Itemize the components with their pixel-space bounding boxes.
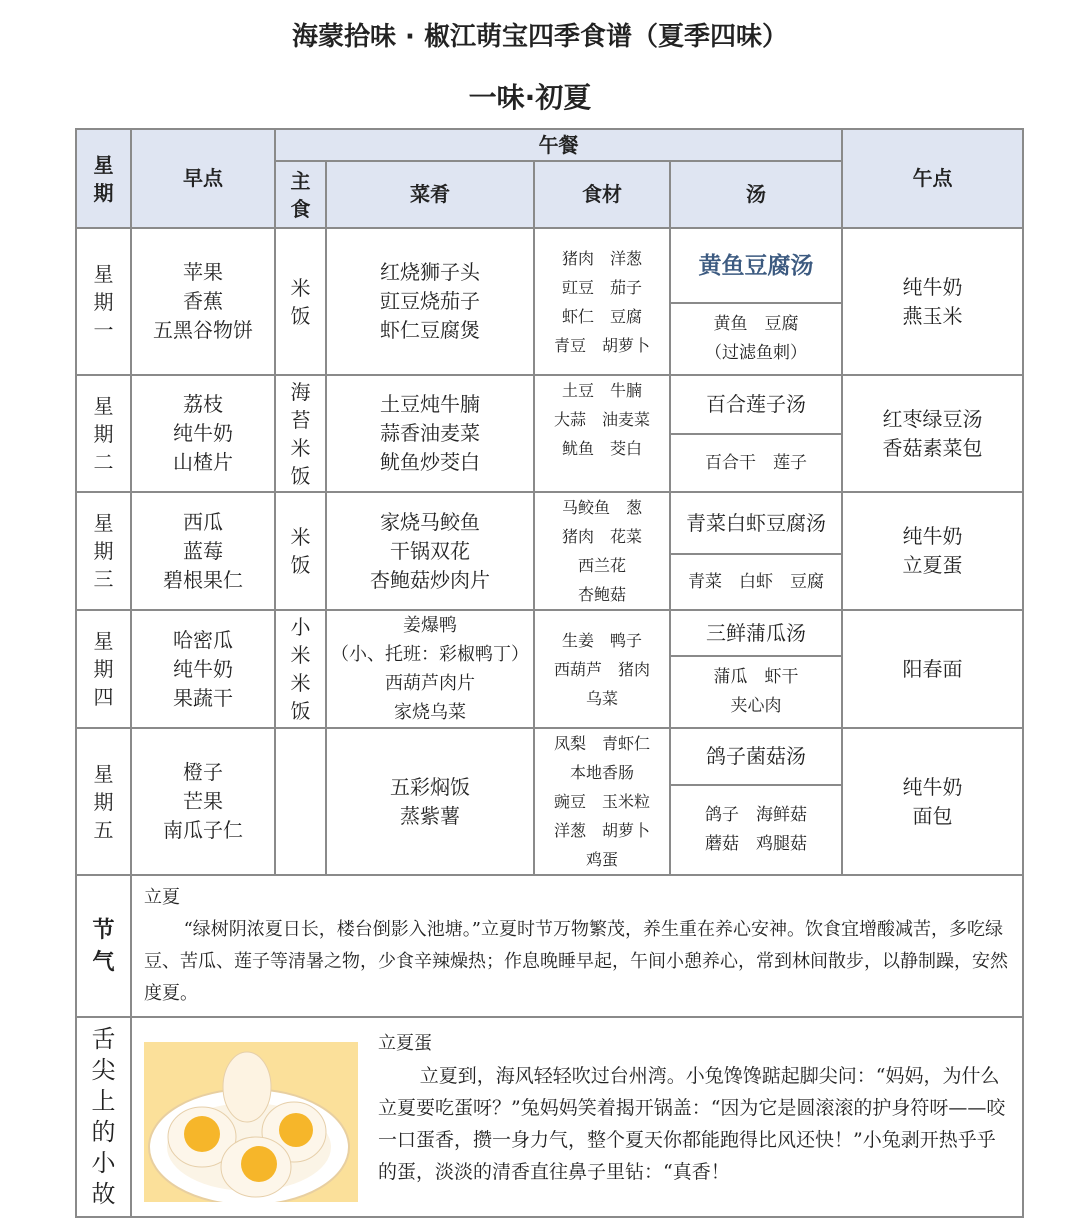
dishes-cell: 土豆炖牛腩 蒜香油麦菜 鱿鱼炒茭白 [326,375,534,492]
story-row [76,1017,1023,1217]
header-staple: 主 食 [275,161,326,228]
header-dishes: 菜肴 [326,161,534,228]
snack-cell: 红枣绿豆汤 香菇素菜包 [842,375,1023,492]
story-label: 舌 尖 上 的 小 故 [76,1017,131,1217]
weekday-cell: 星 期 四 [76,610,131,728]
header-weekday: 星 期 [76,129,131,228]
snack-cell: 纯牛奶 面包 [842,728,1023,875]
ingredients-cell: 土豆 牛腩 大蒜 油麦菜 鱿鱼 茭白 [534,375,670,492]
solar-term-text: “绿树阴浓夏日长，楼台倒影入池塘。”立夏时节万物繁茂，养生重在养心安神。饮食宜增酸减苦，多吃绿豆、苦瓜、莲子等清暑之物，少食辛辣燥热；作息晚睡早起，午间小憩养心，常到林间散步，以静制躁，安然度夏。 [144,919,1008,1004]
table-row [76,492,1023,554]
soup-ingredients-cell: 青菜 白虾 豆腐 [670,554,842,610]
weekday-cell: 星 期 一 [76,228,131,375]
menu-table [75,128,1024,1218]
table-row [76,228,1023,303]
soup-ingredients-cell: 百合干 莲子 [670,434,842,492]
breakfast-cell: 橙子 芒果 南瓜子仁 [131,728,275,875]
dishes-cell: 红烧狮子头 豇豆烧茄子 虾仁豆腐煲 [326,228,534,375]
table-row [76,728,1023,785]
ingredients-cell: 马鲛鱼 葱 猪肉 花菜 西兰花 杏鲍菇 [534,492,670,610]
header-ingredients: 食材 [534,161,670,228]
ingredients-cell: 凤梨 青虾仁 本地香肠 豌豆 玉米粒 洋葱 胡萝卜 鸡蛋 [534,728,670,875]
solar-term-heading: 立夏 [144,887,180,908]
snack-cell: 纯牛奶 燕玉米 [842,228,1023,375]
soup-name-cell: 三鲜蒲瓜汤 [670,610,842,656]
table-row [76,375,1023,434]
breakfast-cell: 苹果 香蕉 五黑谷物饼 [131,228,275,375]
soup-name-cell: 青菜白虾豆腐汤 [670,492,842,554]
breakfast-cell: 哈密瓜 纯牛奶 果蔬干 [131,610,275,728]
soup-name-cell: 黄鱼豆腐汤 [670,228,842,303]
dishes-cell: 姜爆鸭 （小、托班：彩椒鸭丁） 西葫芦肉片 家烧乌菜 [326,610,534,728]
dishes-cell: 五彩焖饭 蒸紫薯 [326,728,534,875]
staple-cell [275,728,326,875]
header-soup: 汤 [670,161,842,228]
ingredients-cell: 生姜 鸭子 西葫芦 猪肉 乌菜 [534,610,670,728]
solar-term-label: 节 气 [76,875,131,1017]
soup-ingredients-cell: 鸽子 海鲜菇 蘑菇 鸡腿菇 [670,785,842,875]
staple-cell: 小 米 米 饭 [275,610,326,728]
story-text: 立夏到，海风轻轻吹过台州湾。小兔馋馋踮起脚尖问：“妈妈，为什么立夏要吃蛋呀？”兔妈妈笑着揭开锅盖：“因为它是圆滚滚的护身符呀——咬一口蛋香，攒一身力气，整个夏天你都能跑得比风还快！”小兔剥开热乎乎的蛋，淡淡的清香直往鼻子里钻：“真香！ [378,1065,1006,1183]
story-heading: 立夏蛋 [378,1033,432,1054]
soup-ingredients-cell: 黄鱼 豆腐 （过滤鱼刺） [670,303,842,375]
solar-term-row [76,875,1023,1017]
soup-ingredients-cell: 蒲瓜 虾干 夹心肉 [670,656,842,728]
eggs-illustration [144,1042,358,1202]
soup-name-cell: 百合莲子汤 [670,375,842,434]
weekday-cell: 星 期 三 [76,492,131,610]
staple-cell: 米 饭 [275,228,326,375]
staple-cell: 米 饭 [275,492,326,610]
header-snack: 午点 [842,129,1023,228]
header-lunch: 午餐 [275,129,842,161]
weekday-cell: 星 期 五 [76,728,131,875]
ingredients-cell: 猪肉 洋葱 豇豆 茄子 虾仁 豆腐 青豆 胡萝卜 [534,228,670,375]
dishes-cell: 家烧马鲛鱼 干锅双花 杏鲍菇炒肉片 [326,492,534,610]
table-row [76,610,1023,656]
page-title: 海蒙拾味 · 椒江萌宝四季食谱（夏季四味） [292,22,788,52]
page-subtitle: 一味·初夏 [468,81,592,114]
breakfast-cell: 西瓜 蓝莓 碧根果仁 [131,492,275,610]
header-breakfast: 早点 [131,129,275,228]
staple-cell: 海 苔 米 饭 [275,375,326,492]
soup-name-cell: 鸽子菌菇汤 [670,728,842,785]
breakfast-cell: 荔枝 纯牛奶 山楂片 [131,375,275,492]
weekday-cell: 星 期 二 [76,375,131,492]
snack-cell: 阳春面 [842,610,1023,728]
snack-cell: 纯牛奶 立夏蛋 [842,492,1023,610]
